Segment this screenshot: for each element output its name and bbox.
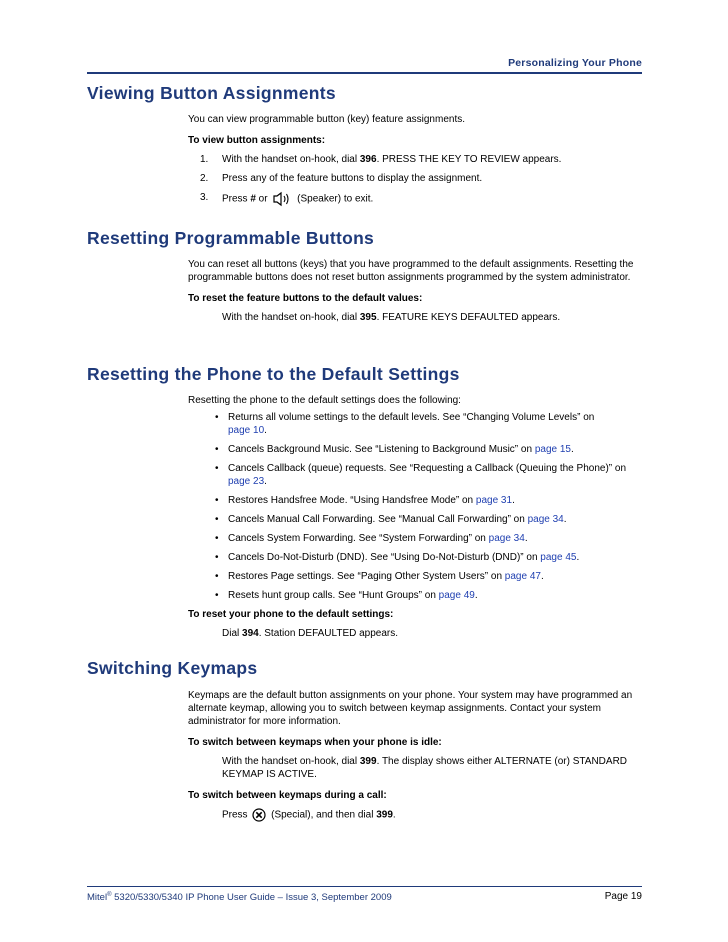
keymaps-lead-call: To switch between keymaps during a call: <box>188 790 387 801</box>
list-item-end: . <box>563 514 567 525</box>
registered-mark: ® <box>107 892 112 898</box>
step-text: . FEATURE KEYS DEFAULTED appears. <box>376 312 561 323</box>
keymaps-intro: Keymaps are the default button assignments on your phone. Your system may have programmed an alternate keymap, allowing you to switch between keymap assignments. Contact your system administrator for more information. <box>188 690 633 727</box>
bullet-glyph: • <box>215 590 219 601</box>
step-text: With the handset on-hook, dial <box>222 312 360 323</box>
resetting-phone-lead: To reset your phone to the default settings: <box>188 609 394 620</box>
section-title-resetting-buttons: Resetting Programmable Buttons <box>87 228 375 248</box>
step-text: Press any of the feature buttons to display the assignment. <box>222 173 483 184</box>
hash-key: # <box>250 193 256 205</box>
viewing-step-3 <box>188 191 643 207</box>
page-number: Page 19 <box>604 891 642 902</box>
viewing-step-1 <box>188 153 643 166</box>
section-body-keymaps <box>188 689 643 828</box>
list-item-end: . <box>474 590 478 601</box>
bullet-glyph: • <box>215 444 219 455</box>
list-item-text: Returns all volume settings to the default levels. See “Changing Volume Levels” on <box>228 412 595 423</box>
bullet-glyph: • <box>215 514 219 525</box>
step-text: Press <box>222 193 251 205</box>
step-number: 3. <box>200 192 209 203</box>
list-item-text: Resets hunt group calls. See “Hunt Groups” on <box>228 590 439 601</box>
step-number: 1. <box>200 154 209 165</box>
step-text: . The display shows either ALTERNATE (or) STANDARD KEYMAP IS ACTIVE. <box>222 756 628 780</box>
step-text: (Speaker) to exit. <box>297 193 374 205</box>
step-text: . Station DEFAULTED appears. <box>258 628 399 639</box>
list-item-text: Cancels System Forwarding. See “System Forwarding” on <box>228 533 489 544</box>
step-text: (Special), and then dial <box>271 809 377 821</box>
viewing-step-2 <box>188 172 643 185</box>
resetting-phone-intro: Resetting the phone to the default settings does the following: <box>188 395 461 406</box>
dial-code: 396 <box>359 154 377 165</box>
list-item-end: . <box>540 571 544 582</box>
page-link[interactable]: page 47 <box>504 571 541 582</box>
footer-guide-title <box>87 892 392 903</box>
bullet-glyph: • <box>215 463 219 474</box>
page-link[interactable]: page 15 <box>534 444 571 455</box>
keymaps-lead-idle: To switch between keymaps when your phone is idle: <box>188 737 442 748</box>
list-item <box>188 551 643 564</box>
page-link[interactable]: page 45 <box>540 552 577 563</box>
header-rule <box>87 72 642 74</box>
bullet-glyph: • <box>215 552 219 563</box>
section-body-viewing <box>188 113 643 213</box>
list-item-end: . <box>570 444 574 455</box>
list-item-text: Cancels Background Music. See “Listening to Background Music” on <box>228 444 535 455</box>
list-item-end: . <box>512 495 515 506</box>
page-link[interactable]: page 10 <box>228 425 265 436</box>
section-title-keymaps: Switching Keymaps <box>87 658 258 678</box>
section-body-resetting-buttons <box>188 258 643 330</box>
step-number: 2. <box>200 173 209 184</box>
list-item-end: . <box>576 552 580 563</box>
special-key-icon <box>252 808 266 822</box>
resetting-buttons-lead: To reset the feature buttons to the default values: <box>188 293 423 304</box>
list-item-text: Restores Page settings. See “Paging Other System Users” on <box>228 571 505 582</box>
keymaps-idle-step <box>188 755 643 781</box>
page-link[interactable]: page 49 <box>438 590 475 601</box>
list-item <box>188 589 643 602</box>
reset-effects-list <box>188 411 643 602</box>
speaker-icon <box>272 191 292 207</box>
section-title-resetting-phone: Resetting the Phone to the Default Settings <box>87 364 460 384</box>
bullet-glyph: • <box>215 495 219 506</box>
list-item-end: . <box>524 533 528 544</box>
footer-brand: Mitel <box>87 892 108 904</box>
resetting-phone-step <box>188 627 643 640</box>
step-text: With the handset on-hook, dial <box>222 756 360 767</box>
header-title: Personalizing Your Phone <box>508 57 642 69</box>
bullet-glyph: • <box>215 533 219 544</box>
list-item-text: Cancels Do-Not-Disturb (DND). See “Using Do-Not-Disturb (DND)” on <box>228 552 541 563</box>
page-link[interactable]: page 31 <box>475 495 513 506</box>
dial-code: 399 <box>376 809 393 821</box>
list-item <box>188 570 643 583</box>
list-item-end: . <box>264 476 267 487</box>
viewing-lead: To view button assignments: <box>188 135 326 146</box>
step-text: . PRESS THE KEY TO REVIEW appears. <box>376 154 562 165</box>
step-text: or <box>255 193 271 205</box>
bullet-glyph: • <box>215 412 219 423</box>
list-item <box>188 532 643 545</box>
list-item <box>188 462 643 488</box>
list-item-text: Cancels Callback (queue) requests. See “Requesting a Callback (Queuing the Phone)” on <box>228 463 627 474</box>
list-item <box>188 494 643 507</box>
list-item <box>188 443 643 456</box>
footer-guide-text: 5320/5330/5340 IP Phone User Guide – Issue 3, September 2009 <box>111 892 392 904</box>
dial-code: 395 <box>359 312 377 323</box>
viewing-intro: You can view programmable button (key) feature assignments. <box>188 114 465 125</box>
dial-code: 394 <box>242 628 259 639</box>
list-item-text: Cancels Manual Call Forwarding. See “Manual Call Forwarding” on <box>228 514 528 525</box>
list-item <box>188 513 643 526</box>
keymaps-call-step <box>188 808 643 822</box>
list-item <box>188 411 643 437</box>
resetting-buttons-step <box>188 311 643 324</box>
bullet-glyph: • <box>215 571 219 582</box>
resetting-buttons-intro: You can reset all buttons (keys) that you have programmed to the default assignments. Resetting the programmable buttons does not reset button assignments programmed by the system administrator. <box>188 259 634 283</box>
step-text: Dial <box>222 628 243 639</box>
list-item-text: Restores Handsfree Mode. “Using Handsfree Mode” on <box>228 495 476 506</box>
step-text: With the handset on-hook, dial <box>222 154 360 165</box>
list-item-end: . <box>264 425 267 436</box>
page-link[interactable]: page 34 <box>488 533 525 544</box>
section-title-viewing: Viewing Button Assignments <box>87 83 336 103</box>
step-text: Press <box>222 809 251 821</box>
footer-rule <box>87 886 642 887</box>
step-text: . <box>392 809 396 821</box>
dial-code: 399 <box>359 756 377 767</box>
page-link[interactable]: page 23 <box>228 476 265 487</box>
section-body-resetting-phone <box>188 394 643 646</box>
page-link[interactable]: page 34 <box>527 514 564 525</box>
